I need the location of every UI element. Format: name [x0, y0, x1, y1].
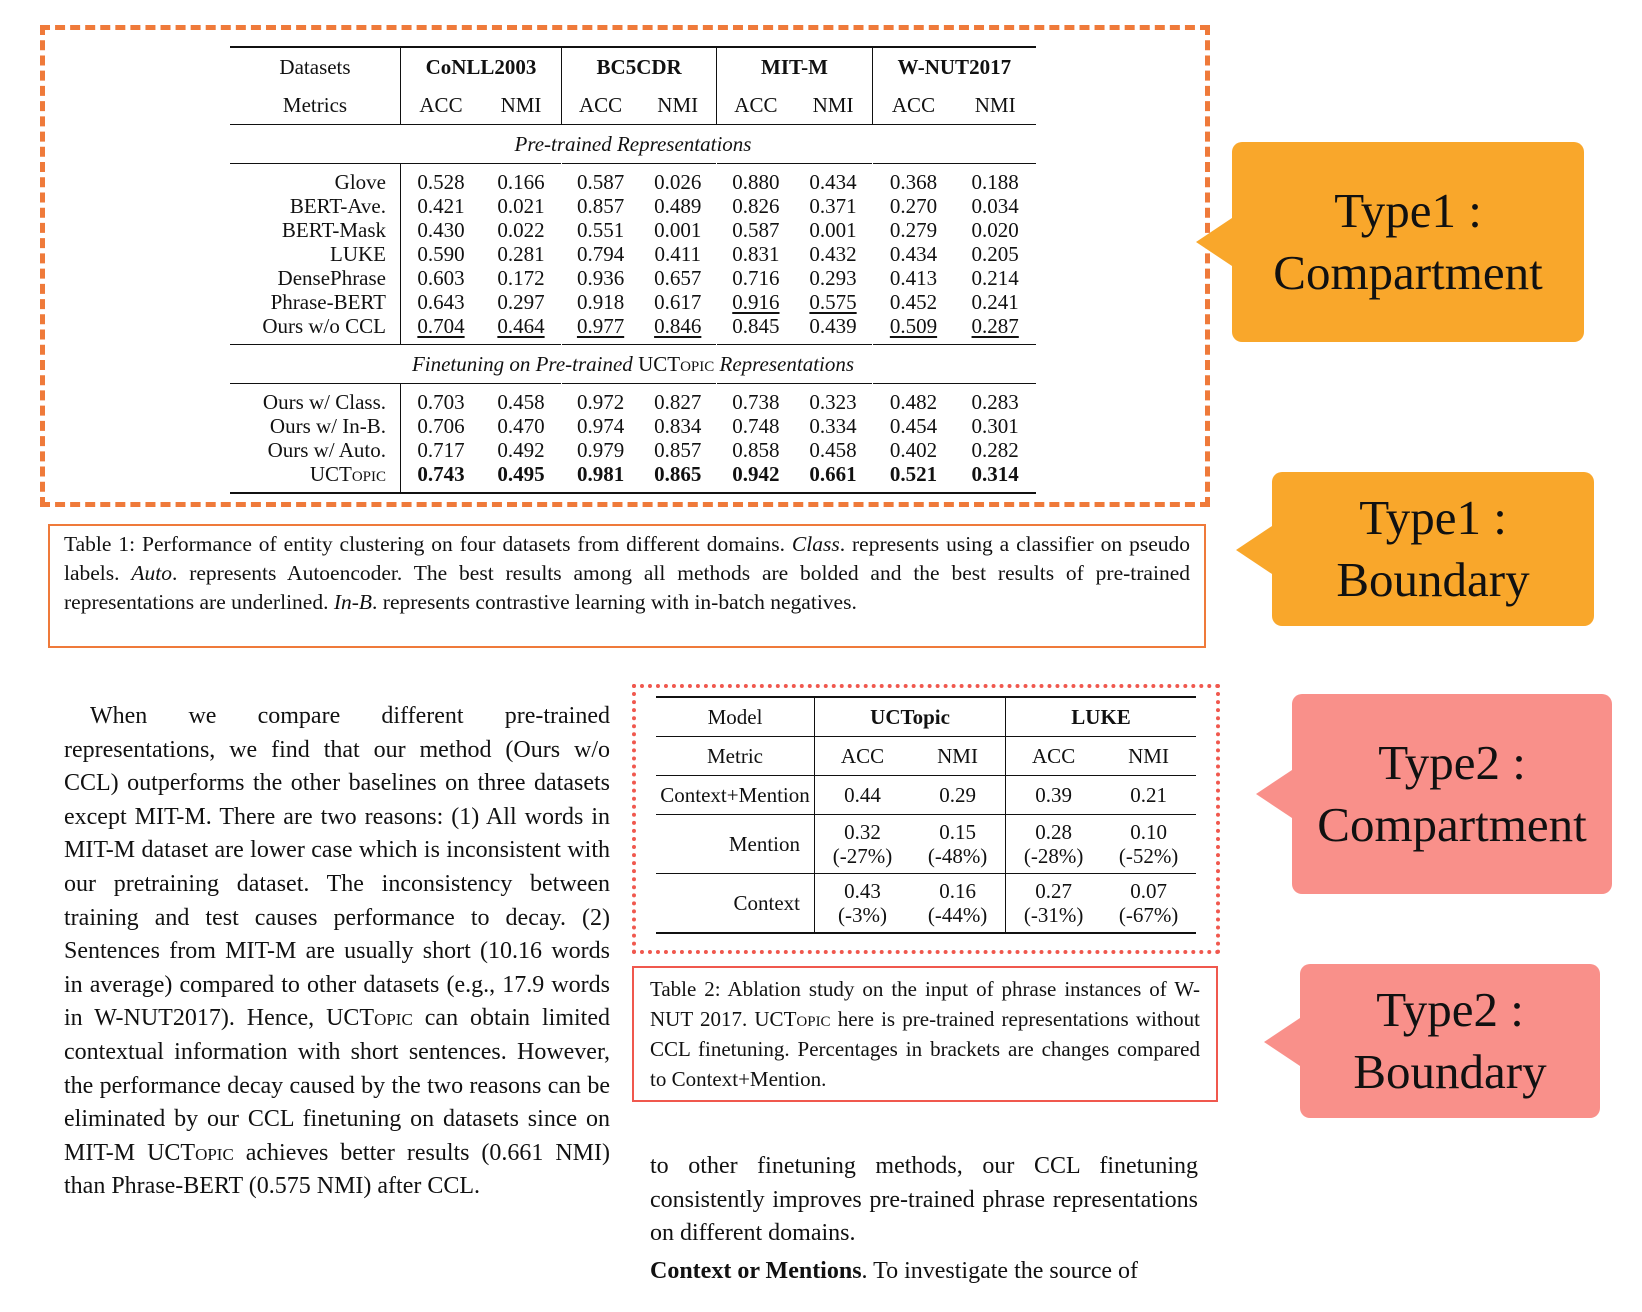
row-label: Ours w/ Auto. [230, 438, 401, 462]
body-paragraph-right [650, 1150, 1198, 1288]
table-cell: 0.241 [971, 290, 1019, 314]
metric-header: NMI [794, 86, 872, 125]
table-cell: 0.643 [417, 290, 465, 314]
section-text: Representations [714, 352, 855, 376]
table-cell: 0.794 [576, 242, 625, 266]
table-cell: 0.432 [809, 242, 857, 266]
table-cell [1101, 815, 1196, 874]
table-cell: 0.281 [497, 242, 545, 266]
table-cell: 0.368 [889, 170, 938, 194]
table-cell: 0.034 [971, 194, 1019, 218]
paragraph-text: to other finetuning methods, our CCL finetuning consistently improves pre-trained phrase representations on different domains. [650, 1153, 1198, 1247]
cell-change: (-44%) [927, 903, 988, 927]
callout-type1-compartment [1232, 142, 1584, 342]
metric-header: ACC [419, 93, 463, 117]
table-cell: 0.590 [417, 242, 465, 266]
table-cell: 0.880 [732, 170, 780, 194]
body-paragraph-left [64, 700, 610, 1204]
row-label: DensePhrase [230, 266, 401, 290]
cell-value: 0.28 [1035, 820, 1072, 844]
table-cell: 0.942 [732, 462, 780, 486]
table-cell [1006, 776, 1102, 815]
callout-line: Boundary [1336, 552, 1530, 607]
metric-header: Metric [656, 737, 815, 776]
metric-header: ACC [1032, 744, 1076, 768]
row-label: Ours w/ Class. [230, 384, 401, 415]
model-name-header: UCTopic [815, 697, 1006, 737]
table-cell: 0.857 [576, 194, 625, 218]
cell-change: (-27%) [832, 844, 893, 868]
table-row [230, 194, 1036, 218]
table-row [230, 384, 1036, 415]
table-row [656, 874, 1196, 934]
paragraph-heading: Context or Mentions [650, 1257, 862, 1284]
callout-type1-boundary [1272, 472, 1594, 626]
table-cell: 0.482 [889, 390, 938, 414]
table-cell: 0.716 [732, 266, 780, 290]
table-cell: 0.972 [576, 390, 625, 414]
metric-header: NMI [910, 737, 1006, 776]
table-cell: 0.214 [971, 266, 1019, 290]
cell-value: 0.16 [939, 879, 976, 903]
table-cell: 0.981 [576, 462, 625, 486]
callout-type2-compartment [1292, 694, 1612, 894]
table-cell: 0.528 [417, 170, 465, 194]
table-row [230, 266, 1036, 290]
table-cell: 0.916 [732, 290, 780, 314]
table-cell: 0.617 [654, 290, 702, 314]
table-cell: 0.323 [809, 390, 857, 414]
table-cell: 0.166 [497, 170, 545, 194]
table-row [230, 414, 1036, 438]
table-row [230, 438, 1036, 462]
table-cell: 0.001 [654, 218, 702, 242]
cell-value: 0.39 [1035, 783, 1072, 807]
table-cell: 0.413 [889, 266, 938, 290]
table-cell: 0.026 [654, 170, 702, 194]
table-cell: 0.495 [497, 462, 545, 486]
table-cell: 0.717 [417, 438, 465, 462]
table-2-caption [632, 966, 1218, 1102]
table-cell: 0.661 [809, 462, 857, 486]
row-label: Phrase-BERT [230, 290, 401, 314]
callout-pointer [1256, 770, 1292, 818]
table-row [230, 242, 1036, 266]
table-cell: 0.001 [809, 218, 857, 242]
caption-text: . represents Autoencoder. The best results among all methods are bolded and the best results of pre-trained representations are underlined. [64, 561, 1190, 614]
row-label: UCTopic [230, 462, 401, 493]
section-finetuning [230, 345, 1036, 384]
table-2-body [656, 776, 1196, 934]
table-cell: 0.489 [654, 194, 702, 218]
table-cell: 0.464 [497, 314, 545, 338]
table-cell [815, 815, 911, 874]
table-cell: 0.205 [971, 242, 1019, 266]
callout-type2-boundary [1300, 964, 1600, 1118]
table-cell: 0.172 [497, 266, 545, 290]
table-cell: 0.492 [497, 438, 545, 462]
cell-value: 0.15 [939, 820, 976, 844]
caption-text: Table 2: Ablation study on the input of phrase instances of W-NUT 2017. [650, 977, 1200, 1031]
table-cell [910, 874, 1006, 934]
table-cell: 0.575 [809, 290, 857, 314]
table-cell: 0.454 [889, 414, 938, 438]
cell-value: 0.44 [844, 783, 881, 807]
table-cell: 0.703 [417, 390, 465, 414]
table-cell: 0.979 [576, 438, 625, 462]
dataset-header: W-NUT2017 [897, 55, 1012, 79]
cell-value: 0.27 [1035, 879, 1072, 903]
table-cell: 0.857 [654, 438, 702, 462]
table-cell [1101, 874, 1196, 934]
callout-line: Boundary [1353, 1044, 1547, 1099]
method-name: UCTopic [326, 1005, 413, 1032]
metric-header: ACC [578, 93, 623, 117]
caption-em: Auto [131, 561, 172, 585]
table-1 [230, 46, 1036, 494]
row-label: Glove [230, 164, 401, 195]
table-cell: 0.743 [417, 462, 465, 486]
caption-em: In-B [333, 590, 373, 614]
cell-change: (-67%) [1118, 903, 1179, 927]
table-cell: 0.551 [576, 218, 625, 242]
table-cell: 0.845 [732, 314, 780, 338]
table-cell: 0.470 [497, 414, 545, 438]
table-cell: 0.831 [732, 242, 780, 266]
cell-value: 0.10 [1130, 820, 1167, 844]
table-cell [910, 815, 1006, 874]
table-cell: 0.287 [971, 314, 1019, 338]
dataset-header: BC5CDR [561, 47, 716, 86]
caption-method: UCTopic [754, 1007, 831, 1031]
metric-header: NMI [1128, 744, 1169, 768]
table-1-caption [48, 524, 1206, 648]
section-pretrained: Pre-trained Representations [514, 132, 752, 156]
table-cell: 0.858 [732, 438, 780, 462]
table-cell: 0.021 [497, 194, 545, 218]
cell-change: (-3%) [838, 903, 888, 927]
table-cell: 0.452 [889, 290, 938, 314]
callout-line: Type1 : [1334, 183, 1482, 238]
dataset-header: MIT-M [717, 47, 872, 86]
metric-header: NMI [481, 86, 562, 125]
table-cell: 0.402 [889, 438, 938, 462]
metric-header: NMI [639, 86, 717, 125]
callout-line: Compartment [1317, 797, 1587, 852]
table-cell: 0.704 [417, 314, 465, 338]
table-cell [815, 874, 911, 934]
table-cell: 0.434 [889, 242, 938, 266]
table-cell: 0.270 [889, 194, 938, 218]
table-row [230, 164, 1036, 195]
table-cell [1006, 815, 1102, 874]
cell-change: (-48%) [927, 844, 988, 868]
table-cell: 0.371 [809, 194, 857, 218]
table-cell: 0.826 [732, 194, 780, 218]
table-cell: 0.314 [971, 462, 1019, 486]
table-cell: 0.603 [417, 266, 465, 290]
table-cell: 0.977 [576, 314, 625, 338]
cell-change: (-31%) [1023, 903, 1084, 927]
model-name-header: LUKE [1071, 705, 1131, 729]
callout-pointer [1236, 526, 1272, 574]
callout-line: Type1 : [1359, 490, 1507, 545]
pretrained-group [230, 164, 1036, 345]
table-cell: 0.521 [889, 462, 938, 486]
table-cell: 0.458 [497, 390, 545, 414]
dataset-header: CoNLL2003 [401, 47, 562, 86]
table-row [656, 815, 1196, 874]
section-method: UCTopic [638, 352, 715, 376]
table-row [230, 218, 1036, 242]
callout-line: Type2 : [1378, 735, 1526, 790]
table-cell: 0.293 [809, 266, 857, 290]
table-cell: 0.411 [654, 242, 701, 266]
table-cell: 0.936 [576, 266, 625, 290]
table-cell: 0.301 [971, 414, 1019, 438]
table-cell: 0.434 [809, 170, 857, 194]
metric-header: ACC [840, 744, 885, 768]
metric-header: NMI [974, 93, 1016, 117]
table-cell: 0.334 [809, 414, 857, 438]
table-cell: 0.020 [971, 218, 1019, 242]
table-cell: 0.439 [809, 314, 857, 338]
row-label: Context [656, 874, 815, 934]
paragraph-text: achieves better results (0.661 NMI) than Phrase-BERT (0.575 NMI) after CCL. [64, 1139, 611, 1200]
method-name: UCTopic [147, 1139, 234, 1166]
cell-change: (-52%) [1118, 844, 1179, 868]
table-cell: 0.738 [732, 390, 780, 414]
table-cell: 0.865 [654, 462, 702, 486]
table-cell: 0.421 [417, 194, 465, 218]
row-label: Ours w/o CCL [230, 314, 401, 345]
table-cell: 0.748 [732, 414, 780, 438]
table-cell: 0.918 [576, 290, 625, 314]
caption-text: here is pre-trained representations without CCL finetuning. Percentages in brackets are changes compared to Context+Mention. [650, 1007, 1200, 1091]
finetuning-group [230, 384, 1036, 494]
row-label: Ours w/ In-B. [230, 414, 401, 438]
table-cell: 0.430 [417, 218, 465, 242]
table-cell [815, 776, 911, 815]
metric-header: ACC [734, 93, 778, 117]
cell-value: 0.21 [1130, 783, 1167, 807]
table-cell: 0.188 [971, 170, 1019, 194]
table-cell: 0.846 [654, 314, 702, 338]
row-label: LUKE [230, 242, 401, 266]
cell-value: 0.32 [844, 820, 881, 844]
table-cell: 0.974 [576, 414, 625, 438]
callout-pointer [1196, 218, 1232, 266]
table-cell [1006, 874, 1102, 934]
row-label: Mention [656, 815, 815, 874]
cell-value: 0.29 [939, 783, 976, 807]
table-cell: 0.657 [654, 266, 702, 290]
table-cell: 0.283 [971, 390, 1019, 414]
callout-line: Type2 : [1376, 982, 1524, 1037]
datasets-header: Datasets [230, 47, 401, 86]
caption-text: . represents contrastive learning with in-batch negatives. [372, 590, 857, 614]
table-cell: 0.827 [654, 390, 702, 414]
callout-line: Compartment [1273, 245, 1543, 300]
table-cell: 0.458 [809, 438, 857, 462]
table-cell: 0.282 [971, 438, 1019, 462]
row-label: BERT-Mask [230, 218, 401, 242]
caption-text: Table 1: Performance of entity clustering on four datasets from different domains. [64, 532, 792, 556]
cell-change: (-28%) [1023, 844, 1084, 868]
table-row [230, 290, 1036, 314]
table-row [230, 314, 1036, 345]
table-cell [910, 776, 1006, 815]
table-cell: 0.706 [417, 414, 465, 438]
section-text: Finetuning on Pre-trained [411, 352, 639, 376]
table-cell: 0.587 [576, 170, 625, 194]
table-cell: 0.297 [497, 290, 545, 314]
table-cell [1101, 776, 1196, 815]
table-cell: 0.509 [889, 314, 938, 338]
callout-pointer [1264, 1018, 1300, 1066]
table-row [230, 462, 1036, 493]
model-header: Model [656, 697, 815, 737]
paragraph-text: . To investigate the source of [861, 1257, 1139, 1284]
table-cell: 0.587 [732, 218, 780, 242]
cell-value: 0.43 [844, 879, 881, 903]
caption-text: . represents using a classifier on pseudo labels. [64, 532, 1190, 585]
paragraph-text: When we compare different pre-trained representations, we find that our method (Ours w/o CCL) outperforms the other baselines on three datasets except MIT-M. There are two reasons: (1) All words in MIT-M dataset are lower case which is inconsistent with our pretraining dataset. The inconsistency between training and test causes performance to decay. (2) Sentences from MIT-M are usually short (10.16 words in average) compared to other datasets (e.g., 17.9 words in W-NUT2017). Hence, [64, 703, 610, 1032]
paragraph-text: can obtain limited contextual information with short sentences. However, the performance decay caused by the two reasons can be eliminated by our CCL finetuning on datasets since on MIT-M [64, 1005, 610, 1166]
table-2 [656, 696, 1196, 934]
table-cell: 0.022 [497, 218, 545, 242]
table-cell: 0.279 [889, 218, 938, 242]
row-label: BERT-Ave. [230, 194, 401, 218]
row-label: Context+Mention [656, 776, 815, 815]
table-cell: 0.834 [654, 414, 702, 438]
metric-header: ACC [891, 93, 936, 117]
cell-value: 0.07 [1130, 879, 1167, 903]
caption-em: Class [791, 532, 840, 556]
table-row [656, 776, 1196, 815]
metrics-header: Metrics [230, 86, 401, 125]
